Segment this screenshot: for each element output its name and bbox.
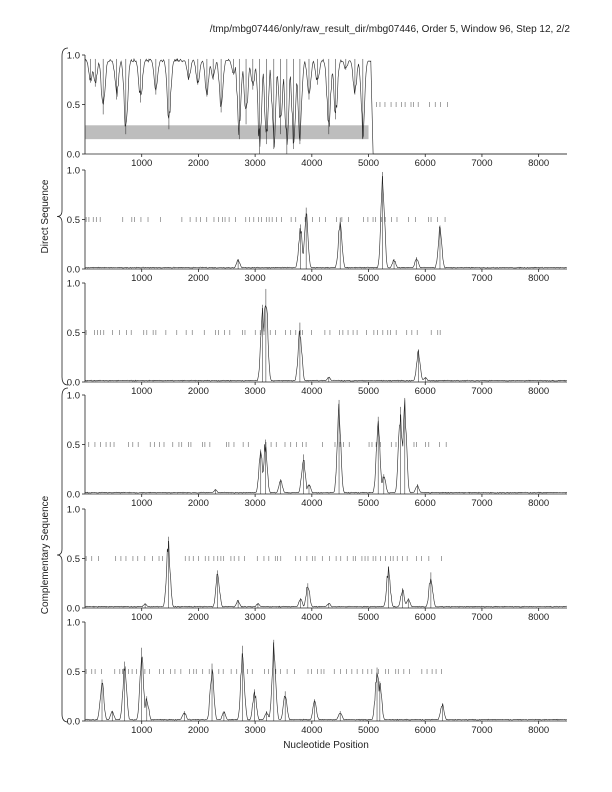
panel-2-x-tick-label: 1000 bbox=[131, 273, 153, 284]
panel-4-x-tick-label: 8000 bbox=[528, 498, 550, 509]
panel-3-y-tick-label: 0.5 bbox=[66, 328, 80, 339]
panel-5-y-tick-label: 1.0 bbox=[66, 504, 80, 516]
panel-4-x-tick-label: 6000 bbox=[414, 498, 436, 509]
panel-1-x-tick-label: 6000 bbox=[414, 158, 436, 169]
panel-2-x-tick-label: 2000 bbox=[187, 273, 209, 284]
panel-4-midline-dashes bbox=[89, 442, 446, 447]
panel-6-x-tick-label: 6000 bbox=[414, 725, 436, 736]
panel-4-y-tick-label: 0.0 bbox=[66, 489, 80, 501]
panel-6-x-tick-label: 5000 bbox=[357, 725, 380, 736]
panel-5-x-tick-label: 3000 bbox=[244, 612, 266, 623]
panel-1-x-tick-label: 7000 bbox=[471, 158, 493, 169]
panel-3-y-tick-label: 1.0 bbox=[66, 278, 80, 290]
panel-1-midline-dashes bbox=[377, 102, 448, 107]
panel-6-series-line bbox=[85, 642, 567, 720]
panel-4-y-tick-label: 0.5 bbox=[66, 440, 80, 451]
panel-1-y-tick-label: 1.0 bbox=[66, 50, 80, 62]
panel-4-x-tick-label: 4000 bbox=[301, 498, 323, 509]
panel-3-midline-dashes bbox=[86, 330, 440, 335]
panel-1-series-line bbox=[85, 59, 567, 154]
panel-5-x-tick-label: 8000 bbox=[528, 612, 550, 623]
panel-3-x-tick-label: 4000 bbox=[301, 386, 323, 397]
panel-5-y-tick-label: 0.0 bbox=[66, 603, 80, 615]
panel-2-x-tick-label: 3000 bbox=[244, 273, 266, 284]
panel-1-x-tick-label: 5000 bbox=[357, 158, 380, 169]
panel-4-series-line bbox=[85, 400, 567, 494]
panel-1-x-tick-label: 8000 bbox=[528, 158, 550, 169]
panel-1-x-tick-label: 3000 bbox=[244, 158, 266, 169]
panel-1-y-tick-label: 0.5 bbox=[66, 100, 80, 111]
direct-sequence-label: Direct Sequence bbox=[40, 179, 51, 254]
panel-6-x-tick-label: 3000 bbox=[244, 725, 266, 736]
panel-6-midline-dashes bbox=[86, 669, 441, 674]
panel-4-y-tick-label: 1.0 bbox=[66, 390, 80, 402]
panel-2-y-tick-label: 0.0 bbox=[66, 264, 80, 276]
panel-2-y-tick-label: 1.0 bbox=[66, 165, 80, 177]
panel-2-x-tick-label: 7000 bbox=[471, 273, 493, 284]
panel-5-x-tick-label: 6000 bbox=[414, 612, 436, 623]
labels-layer bbox=[40, 51, 549, 752]
panel-6-x-tick-label: 8000 bbox=[528, 725, 550, 736]
x-axis-title: Nucleotide Position bbox=[283, 740, 369, 751]
panel-2-x-tick-label: 8000 bbox=[528, 273, 550, 284]
panel-1-x-tick-label: 1000 bbox=[131, 158, 153, 169]
chart-title: /tmp/mbg07446/only/raw_result_dir/mbg07446, Order 5, Window 96, Step 12, 2/2 bbox=[209, 24, 570, 35]
panel-6-y-tick-label: 0.5 bbox=[66, 667, 80, 678]
panel-1-x-tick-label: 2000 bbox=[187, 158, 209, 169]
panel-3-x-tick-label: 3000 bbox=[244, 386, 266, 397]
panel-4-x-tick-label: 7000 bbox=[471, 498, 493, 509]
panel-2-x-tick-label: 6000 bbox=[414, 273, 436, 284]
panel-4-x-tick-label: 2000 bbox=[187, 498, 209, 509]
panel-5-x-tick-label: 7000 bbox=[471, 612, 493, 623]
panel-1-y-tick-label: 0.0 bbox=[66, 149, 80, 161]
panel-6-y-tick-label: 1.0 bbox=[66, 617, 80, 629]
series-line-layer bbox=[85, 59, 567, 721]
panel-1-shaded-region bbox=[85, 125, 369, 139]
panel-4-x-tick-label: 1000 bbox=[131, 498, 153, 509]
panel-3-x-tick-label: 6000 bbox=[414, 386, 436, 397]
panel-2-midline-dashes bbox=[86, 217, 445, 222]
panel-2-series-line bbox=[85, 176, 567, 268]
panel-3-x-tick-label: 1000 bbox=[131, 386, 153, 397]
panel-6-x-tick-label: 2000 bbox=[187, 725, 209, 736]
panel-6-x-tick-label: 1000 bbox=[131, 725, 153, 736]
panel-3-y-tick-label: 0.0 bbox=[66, 377, 80, 389]
panel-2-x-tick-label: 4000 bbox=[301, 273, 323, 284]
panel-6-x-tick-label: 7000 bbox=[471, 725, 493, 736]
panel-3-series-line bbox=[85, 306, 567, 381]
panel-1-x-tick-label: 4000 bbox=[301, 158, 323, 169]
panel-6-x-tick-label: 4000 bbox=[301, 725, 323, 736]
panel-2-y-tick-label: 0.5 bbox=[66, 215, 80, 226]
panel-3-x-tick-label: 7000 bbox=[471, 386, 493, 397]
panel-4-x-tick-label: 5000 bbox=[357, 498, 380, 509]
panel-5-y-tick-label: 0.5 bbox=[66, 554, 80, 565]
panel-2-x-tick-label: 5000 bbox=[357, 273, 380, 284]
panel-5-x-tick-label: 2000 bbox=[187, 612, 209, 623]
panel-6-y-tick-label: 0.0 bbox=[66, 716, 80, 728]
panel-3-x-tick-label: 2000 bbox=[187, 386, 209, 397]
panel-5-midline-dashes bbox=[86, 556, 441, 561]
shaded-region-layer bbox=[85, 125, 369, 139]
complementary-sequence-label: Complementary Sequence bbox=[40, 495, 51, 615]
panel-5-x-tick-label: 5000 bbox=[357, 612, 380, 623]
panel-4-x-tick-label: 3000 bbox=[244, 498, 266, 509]
panel-5-x-tick-label: 1000 bbox=[131, 612, 153, 623]
panel-5-x-tick-label: 4000 bbox=[301, 612, 323, 623]
panel-3-x-tick-label: 5000 bbox=[357, 386, 380, 397]
panel-3-x-tick-label: 8000 bbox=[528, 386, 550, 397]
panel-5-series-line bbox=[85, 541, 567, 607]
